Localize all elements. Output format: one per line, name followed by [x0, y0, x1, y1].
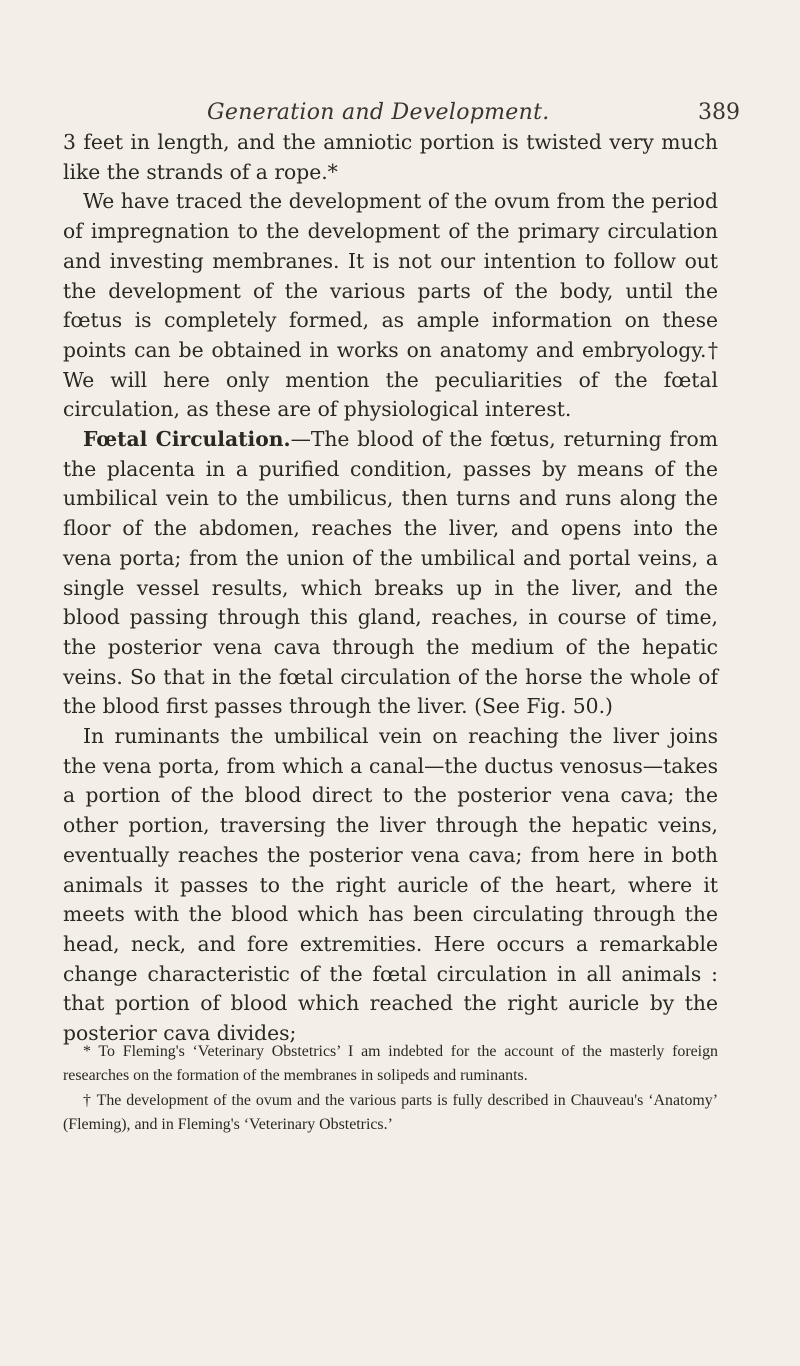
- footnotes: [63, 1040, 718, 1138]
- running-title: Generation and Development.: [207, 100, 550, 125]
- paragraph-text: —The blood of the fœtus, returning from the placenta in a purified condition, passes by means of the umbilical vein to the umbilicus, then turns and runs along the floor of the abdomen, reaches the liver, and opens into the vena porta; from the union of the umbilical and portal veins, a single vessel results, which breaks up in the liver, and the blood passing through this gland, reaches, in course of time, the posterior vena cava through the medium of the hepatic veins. So that in the fœtal circulation of the horse the whole of the blood first passes through the liver. (See Fig. 50.): [63, 427, 718, 719]
- paragraph: In ruminants the umbilical vein on reaching the liver joins the vena porta, from which a canal—the ductus venosus—takes a portion of the blood direct to the posterior vena cava; the other portion, traversing the liver through the hepatic veins, eventually reaches the posterior vena cava; from here in both animals it passes to the right auricle of the heart, where it meets with the blood which has been circulating through the head, neck, and fore extremities. Here occurs a remarkable change characteristic of the fœtal circulation in all animals : that portion of blood which reached the right auricle by the posterior cava divides;: [63, 724, 718, 1046]
- paragraph-foetal-circulation: [63, 425, 718, 722]
- paragraph: We have traced the development of the ovum from the period of impregnation to the development of the primary circulation and investing membranes. It is not our intention to follow out the development of the various parts of the body, until the fœtus is completely formed, as ample information on these points can be obtained in works on anatomy and embryology.† We will here only mention the peculiarities of the fœtal circulation, as these are of physiological interest.: [63, 189, 718, 422]
- footnote: * To Fleming's ‘Veterinary Obstetrics’ I am indebted for the account of the masterly foreign researches on the formation of the membranes in solipeds and ruminants.: [63, 1043, 718, 1084]
- footnote: † The development of the ovum and the various parts is fully described in Chauveau's ‘Anatomy’ (Fleming), and in Fleming's ‘Veterinary Obstetrics.’: [63, 1092, 718, 1133]
- book-page: [47, 70, 765, 125]
- paragraph: 3 feet in length, and the amniotic portion is twisted very much like the strands of a rope.*: [63, 130, 718, 184]
- section-run-head: Fœtal Circulation.: [83, 427, 291, 452]
- page-header: [47, 70, 765, 125]
- page-number: 389: [698, 100, 740, 125]
- body-text: [63, 128, 718, 1049]
